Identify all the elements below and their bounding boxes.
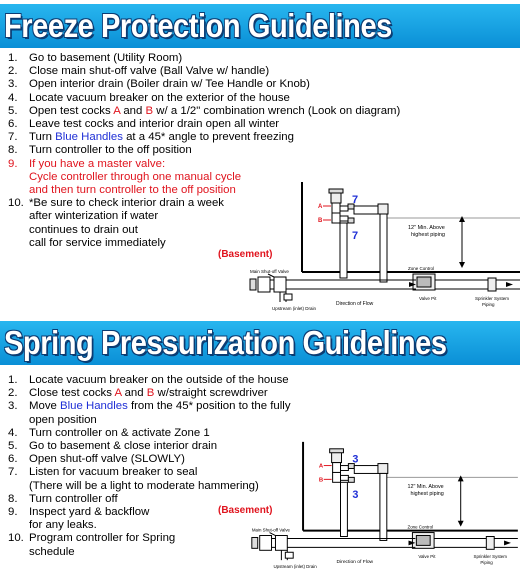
step-text: continues to drain out bbox=[29, 223, 138, 236]
spring-title: Spring Pressurization Guidelines bbox=[4, 324, 447, 361]
step-number: 5. bbox=[8, 104, 18, 117]
step-text: Open interior drain (Boiler drain w/ Tee Handle or Knob) bbox=[29, 78, 310, 91]
freeze-title: Freeze Protection Guidelines bbox=[4, 7, 392, 44]
sprinkler-piping-label: Sprinkler System bbox=[473, 554, 507, 560]
step-item bbox=[8, 374, 291, 387]
handle-number-top: 7 bbox=[352, 194, 359, 206]
sprinkler-piping-label-2: Piping bbox=[480, 560, 493, 566]
step-text: Locate vacuum breaker on the exterior of the house bbox=[29, 91, 290, 104]
spring-basement-label: (Basement) bbox=[218, 505, 273, 516]
zone-control-label: Zone Control bbox=[407, 524, 434, 530]
step-item bbox=[8, 387, 291, 400]
step-text: Cycle controller through one manual cycle bbox=[29, 170, 242, 183]
step-text: Blue Handles bbox=[60, 400, 128, 413]
valve-pit-label: Valve Pit bbox=[418, 554, 436, 560]
step-number: 2. bbox=[8, 65, 18, 78]
step-number: 10. bbox=[8, 532, 24, 545]
step-item bbox=[8, 92, 400, 105]
cock-a-label: A bbox=[318, 204, 323, 210]
main-shutoff-label: Main Shut-off Valve bbox=[251, 527, 291, 533]
step-number: 5. bbox=[8, 440, 18, 453]
step-item bbox=[8, 414, 291, 427]
step-text: Move bbox=[29, 400, 61, 413]
step-text: Listen for vacuum breaker to seal bbox=[29, 466, 198, 479]
cock-a-label: A bbox=[318, 463, 324, 470]
step-number: 7. bbox=[8, 131, 18, 144]
step-item bbox=[8, 131, 400, 144]
step-text: w/ a 1/2" combination wrench (Look on diagram) bbox=[153, 104, 401, 117]
step-item bbox=[8, 118, 400, 131]
freeze-banner bbox=[0, 4, 520, 48]
step-text: w/straight screwdriver bbox=[154, 387, 268, 400]
step-text: Turn bbox=[29, 131, 56, 144]
spring-banner bbox=[0, 321, 520, 365]
step-text: Open shut-off valve (SLOWLY) bbox=[29, 453, 185, 466]
step-text: Open test cocks bbox=[29, 104, 114, 117]
step-text: B bbox=[145, 104, 154, 117]
step-text: and then turn controller to the off position bbox=[29, 184, 236, 197]
step-number: 4. bbox=[8, 426, 18, 439]
freeze-basement-label: (Basement) bbox=[218, 249, 273, 260]
step-text: Go to basement & close interior drain bbox=[29, 440, 218, 453]
step-text: If you have a master valve: bbox=[29, 157, 166, 170]
min-above-label: 12" Min. Above bbox=[408, 225, 445, 231]
sprinkler-piping-label-2: Piping bbox=[482, 302, 495, 307]
step-number: 4. bbox=[8, 91, 18, 104]
direction-of-flow-label: Direction of Flow bbox=[336, 301, 374, 307]
freeze-backflow-diagram bbox=[228, 176, 520, 312]
step-number: 1. bbox=[8, 374, 18, 386]
step-item bbox=[8, 144, 400, 157]
cock-b-label: B bbox=[318, 477, 324, 484]
step-item bbox=[8, 65, 400, 78]
step-number: 2. bbox=[8, 387, 18, 400]
step-text: at a 45* angle to prevent freezing bbox=[122, 131, 294, 144]
cock-b-label: B bbox=[318, 218, 323, 224]
step-text: Go to basement (Utility Room) bbox=[29, 52, 183, 64]
step-text: after winterization if water bbox=[29, 210, 159, 223]
step-number: 6. bbox=[8, 118, 18, 131]
step-text: Blue Handles bbox=[55, 131, 123, 144]
zone-control-label: Zone Control bbox=[408, 266, 435, 271]
step-text: *Be sure to check interior drain a week bbox=[29, 197, 225, 210]
highest-piping-label: highest piping bbox=[411, 232, 445, 238]
step-item bbox=[8, 78, 400, 91]
direction-of-flow-label: Direction of Flow bbox=[336, 560, 374, 566]
step-text: A bbox=[113, 104, 121, 117]
step-item bbox=[8, 52, 400, 65]
step-text: Turn controller to the off position bbox=[29, 144, 192, 157]
step-text: call for service immediately bbox=[29, 236, 166, 249]
step-text: for any leaks. bbox=[29, 519, 97, 532]
step-text: Turn controller on & activate Zone 1 bbox=[29, 426, 210, 439]
valve-pit-label: Valve Pit bbox=[419, 296, 437, 301]
step-text: A bbox=[114, 387, 122, 400]
step-number: 8. bbox=[8, 144, 18, 157]
step-number: 9. bbox=[8, 157, 18, 170]
step-number: 8. bbox=[8, 492, 18, 505]
step-number: 1. bbox=[8, 52, 18, 64]
step-text: Close test cocks bbox=[29, 387, 115, 400]
min-above-label: 12" Min. Above bbox=[407, 484, 444, 491]
step-number: 6. bbox=[8, 453, 18, 466]
step-number: 10. bbox=[8, 197, 24, 210]
upstream-drain-label: Upstream (inlet) Drain bbox=[273, 564, 317, 570]
handle-number-bottom: 3 bbox=[352, 489, 359, 502]
main-shutoff-label: Main Shut-off Valve bbox=[250, 269, 289, 274]
step-text: (There will be a light to moderate hammering) bbox=[29, 479, 259, 492]
step-number: 3. bbox=[8, 400, 18, 413]
step-item bbox=[8, 400, 291, 413]
step-text: schedule bbox=[29, 545, 75, 558]
step-text: Program controller for Spring bbox=[29, 532, 176, 545]
step-number: 3. bbox=[8, 78, 18, 91]
step-text: from the 45* position to the fully bbox=[127, 400, 291, 413]
sprinkler-piping-label: Sprinkler System bbox=[475, 296, 510, 301]
step-text: Locate vacuum breaker on the outside of the house bbox=[29, 374, 289, 386]
handle-number-top: 3 bbox=[352, 453, 359, 466]
step-text: Close main shut-off valve (Ball Valve w/ handle) bbox=[29, 65, 270, 78]
handle-number-bottom: 7 bbox=[352, 230, 359, 242]
step-item bbox=[8, 105, 400, 118]
step-number: 9. bbox=[8, 506, 18, 519]
step-text: open position bbox=[29, 413, 97, 426]
step-text: and bbox=[121, 387, 147, 400]
highest-piping-label: highest piping bbox=[410, 491, 444, 498]
step-number: 7. bbox=[8, 466, 18, 479]
step-text: Leave test cocks and interior drain open all winter bbox=[29, 118, 280, 131]
step-text: B bbox=[146, 387, 155, 400]
spring-backflow-diagram bbox=[228, 436, 520, 570]
step-text: and bbox=[120, 104, 146, 117]
upstream-drain-label: Upstream (inlet) Drain bbox=[272, 306, 317, 311]
step-text: Turn controller off bbox=[29, 492, 118, 505]
step-item bbox=[8, 158, 400, 171]
step-text: Inspect yard & backflow bbox=[29, 506, 150, 519]
